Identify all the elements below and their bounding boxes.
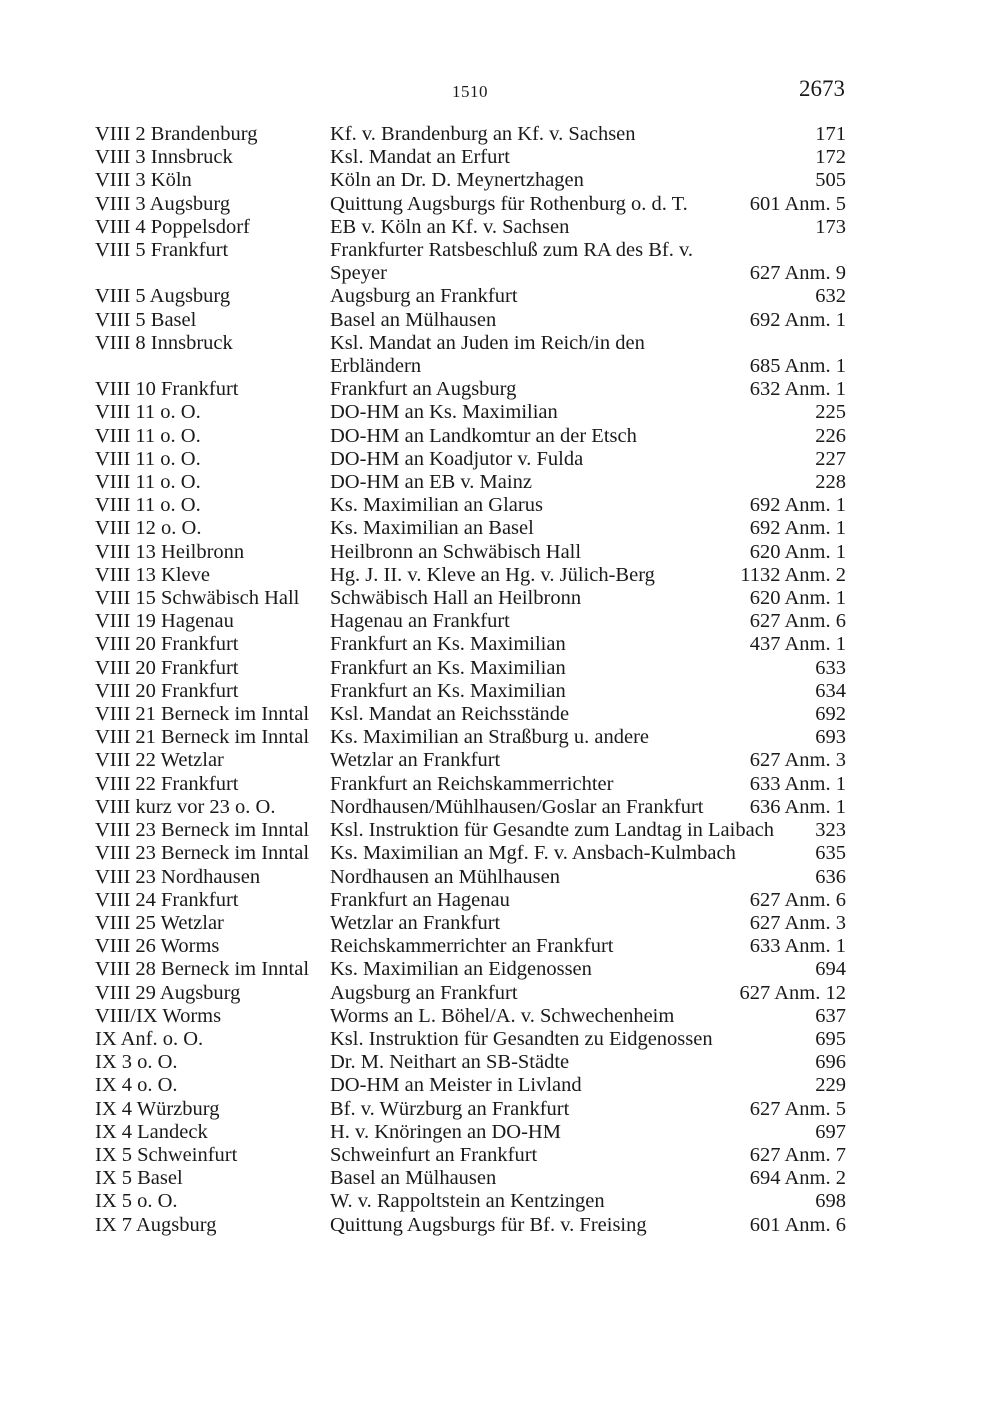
entry-description-line: DO-HM an Ks. Maximilian (330, 401, 558, 424)
entry-date-place: IX 5 Schweinfurt (95, 1143, 238, 1166)
list-item (95, 1098, 846, 1121)
list-item (95, 1005, 846, 1028)
entry-date-place: VIII 25 Wetzlar (95, 911, 224, 934)
entry-description-line: DO-HM an Landkomtur an der Etsch (330, 424, 637, 447)
list-item (95, 239, 846, 285)
entry-description-line: Ks. Maximilian an Mgf. F. v. Ansbach-Kulmbach (330, 842, 736, 865)
entry-description-line: Worms an L. Böhel/A. v. Schwechenheim (330, 1004, 675, 1027)
entry-description (330, 680, 811, 703)
entry-description-line: Frankfurt an Reichskammerrichter (330, 772, 614, 795)
list-item (95, 1051, 846, 1074)
entry-description (330, 425, 811, 448)
entry-description (330, 1167, 746, 1190)
entry-description-line: Augsburg an Frankfurt (330, 981, 518, 1004)
entry-date-place: VIII 5 Frankfurt (95, 239, 229, 262)
entry-description (330, 564, 736, 587)
list-item (95, 1167, 846, 1190)
list-item (95, 494, 846, 517)
entry-reference-number: 323 (815, 819, 846, 842)
entry-description-line: Frankfurter Ratsbeschluß zum RA des Bf. v. (330, 239, 694, 262)
entry-description (330, 378, 746, 401)
list-item (95, 749, 846, 772)
entry-description-line: Ksl. Mandat an Reichsstände (330, 703, 570, 726)
entry-reference-number: 692 (815, 703, 846, 726)
entry-description (330, 842, 811, 865)
entry-reference-number: 627 Anm. 9 (749, 262, 846, 285)
list-item (95, 610, 846, 633)
entry-date-place: VIII 19 Hagenau (95, 610, 234, 633)
entry-date-place: VIII 8 Innsbruck (95, 331, 233, 354)
list-item (95, 935, 846, 958)
list-item (95, 169, 846, 192)
entry-description-line: DO-HM an Koadjutor v. Fulda (330, 447, 584, 470)
list-item (95, 982, 846, 1005)
entry-date-place: VIII 28 Berneck im Inntal (95, 958, 310, 981)
entry-date-place: IX Anf. o. O. (95, 1027, 204, 1050)
entry-description (330, 610, 746, 633)
entry-description-line: Wetzlar an Frankfurt (330, 911, 501, 934)
entry-description (330, 633, 746, 656)
entry-reference-number: 632 Anm. 1 (749, 378, 846, 401)
list-item (95, 773, 846, 796)
entry-description (330, 866, 811, 889)
entry-description (330, 726, 811, 749)
entry-date-place: VIII 11 o. O. (95, 447, 201, 470)
entry-description-line: Frankfurt an Ks. Maximilian (330, 656, 566, 679)
entry-reference-number: 637 (815, 1004, 846, 1027)
chronology-list (95, 123, 846, 1237)
entry-description-line: Frankfurt an Ks. Maximilian (330, 633, 566, 656)
entry-description (330, 169, 811, 192)
entry-date-place: VIII 20 Frankfurt (95, 633, 239, 656)
entry-reference-number: 173 (815, 215, 846, 238)
entry-description-line: W. v. Rappoltstein an Kentzingen (330, 1190, 605, 1213)
list-item (95, 332, 846, 378)
entry-reference-number: 697 (815, 1120, 846, 1143)
entry-reference-number: 698 (815, 1190, 846, 1213)
list-item (95, 216, 846, 239)
entry-description (330, 982, 736, 1005)
entry-date-place: IX 4 Würzburg (95, 1097, 220, 1120)
entry-description (330, 448, 811, 471)
entry-date-place: VIII 4 Poppelsdorf (95, 215, 250, 238)
entry-description (330, 958, 811, 981)
list-item (95, 633, 846, 656)
list-item (95, 842, 846, 865)
entry-reference-number: 693 (815, 726, 846, 749)
entry-description-line: Heilbronn an Schwäbisch Hall (330, 540, 582, 563)
entry-description-line: Wetzlar an Frankfurt (330, 749, 501, 772)
entry-date-place: VIII 12 o. O. (95, 517, 202, 540)
entry-description (330, 1190, 811, 1213)
entry-description (330, 819, 811, 842)
entry-reference-number: 635 (815, 842, 846, 865)
entry-description-line: Frankfurt an Ks. Maximilian (330, 679, 566, 702)
entry-description (330, 657, 811, 680)
entry-reference-number: 685 Anm. 1 (749, 355, 846, 378)
entry-reference-number: 627 Anm. 7 (749, 1143, 846, 1166)
entry-description-line: Ks. Maximilian an Basel (330, 517, 534, 540)
list-item (95, 425, 846, 448)
entry-reference-number: 172 (815, 146, 846, 169)
entry-description-line: Ksl. Mandat an Juden im Reich/in den (330, 331, 645, 354)
entry-description (330, 912, 746, 935)
entry-description (330, 123, 811, 146)
entry-date-place: VIII 20 Frankfurt (95, 656, 239, 679)
entry-description (330, 517, 746, 540)
entry-description (330, 889, 746, 912)
entry-description (330, 401, 811, 424)
entry-reference-number: 695 (815, 1027, 846, 1050)
entry-description-line: EB v. Köln an Kf. v. Sachsen (330, 215, 570, 238)
entry-date-place: VIII/IX Worms (95, 1004, 222, 1027)
entry-description (330, 1051, 811, 1074)
list-item (95, 401, 846, 424)
entry-description-line: Ks. Maximilian an Glarus (330, 494, 543, 517)
list-item (95, 1144, 846, 1167)
list-item (95, 309, 846, 332)
entry-date-place: VIII 20 Frankfurt (95, 679, 239, 702)
entry-description-line: Ksl. Mandat an Erfurt (330, 146, 510, 169)
list-item (95, 587, 846, 610)
entry-reference-number: 601 Anm. 5 (749, 192, 846, 215)
list-item (95, 378, 846, 401)
entry-date-place: VIII 22 Wetzlar (95, 749, 224, 772)
entry-date-place: VIII 3 Augsburg (95, 192, 231, 215)
entry-description-line: Basel an Mülhausen (330, 308, 497, 331)
entry-description (330, 494, 746, 517)
entry-date-place: VIII kurz vor 23 o. O. (95, 795, 276, 818)
list-item (95, 912, 846, 935)
entry-description (330, 285, 811, 308)
entry-date-place: VIII 5 Augsburg (95, 285, 231, 308)
entry-description-line: Nordhausen/Mühlhausen/Goslar an Frankfurt (330, 795, 704, 818)
entry-date-place: VIII 13 Heilbronn (95, 540, 245, 563)
entry-reference-number: 692 Anm. 1 (749, 308, 846, 331)
entry-description (330, 1098, 746, 1121)
entry-reference-number: 437 Anm. 1 (749, 633, 846, 656)
entry-date-place: VIII 26 Worms (95, 935, 220, 958)
entry-reference-number: 620 Anm. 1 (749, 540, 846, 563)
entry-reference-number: 694 Anm. 2 (749, 1167, 846, 1190)
entry-description (330, 749, 746, 772)
entry-description-line: DO-HM an EB v. Mainz (330, 471, 532, 494)
entry-date-place: VIII 2 Brandenburg (95, 123, 258, 145)
entry-reference-number: 632 (815, 285, 846, 308)
entry-description-line: H. v. Knöringen an DO-HM (330, 1120, 561, 1143)
entry-reference-number: 627 Anm. 12 (739, 981, 846, 1004)
entry-description-line: Schweinfurt an Frankfurt (330, 1143, 538, 1166)
entry-date-place: VIII 5 Basel (95, 308, 197, 331)
entry-date-place: VIII 13 Kleve (95, 563, 210, 586)
list-item (95, 285, 846, 308)
entry-date-place: VIII 3 Innsbruck (95, 146, 233, 169)
entry-description (330, 703, 811, 726)
entry-reference-number: 601 Anm. 6 (749, 1213, 846, 1236)
entry-description (330, 332, 746, 378)
list-item (95, 796, 846, 819)
entry-description-line: Hagenau an Frankfurt (330, 610, 510, 633)
entry-date-place: IX 7 Augsburg (95, 1213, 217, 1236)
entry-date-place: VIII 23 Nordhausen (95, 865, 261, 888)
entry-reference-number: 627 Anm. 3 (749, 749, 846, 772)
entry-reference-number: 1132 Anm. 2 (740, 563, 846, 586)
entry-reference-number: 627 Anm. 5 (749, 1097, 846, 1120)
entry-reference-number: 627 Anm. 6 (749, 888, 846, 911)
entry-description-line: Ksl. Instruktion für Gesandten zu Eidgenossen (330, 1027, 713, 1050)
entry-date-place: IX 4 o. O. (95, 1074, 178, 1097)
entry-description (330, 1214, 746, 1237)
entry-date-place: IX 3 o. O. (95, 1051, 178, 1074)
entry-date-place: VIII 11 o. O. (95, 494, 201, 517)
list-item (95, 958, 846, 981)
entry-description-line: Erbländern (330, 355, 422, 378)
entry-date-place: VIII 21 Berneck im Inntal (95, 703, 310, 726)
entry-description-line: Basel an Mülhausen (330, 1167, 497, 1190)
entry-description (330, 216, 811, 239)
entry-description-line: Frankfurt an Augsburg (330, 378, 517, 401)
entry-date-place: VIII 21 Berneck im Inntal (95, 726, 310, 749)
list-item (95, 866, 846, 889)
entry-date-place: VIII 11 o. O. (95, 424, 201, 447)
list-item (95, 1028, 846, 1051)
list-item (95, 1121, 846, 1144)
entry-date-place: VIII 11 o. O. (95, 401, 201, 424)
entry-reference-number: 627 Anm. 3 (749, 911, 846, 934)
entry-description (330, 471, 811, 494)
entry-description-line: Quittung Augsburgs für Bf. v. Freising (330, 1213, 647, 1236)
entry-description-line: Speyer (330, 262, 387, 285)
entry-description-line: Ks. Maximilian an Eidgenossen (330, 958, 592, 981)
entry-description-line: Kf. v. Brandenburg an Kf. v. Sachsen (330, 123, 636, 145)
entry-description-line: Ks. Maximilian an Straßburg u. andere (330, 726, 650, 749)
entry-reference-number: 694 (815, 958, 846, 981)
entry-description (330, 1005, 811, 1028)
entry-date-place: VIII 11 o. O. (95, 471, 201, 494)
entry-description-line: Augsburg an Frankfurt (330, 285, 518, 308)
entry-reference-number: 228 (815, 471, 846, 494)
entry-description-line: Ksl. Instruktion für Gesandte zum Landtag in Laibach (330, 819, 775, 842)
entry-description-line: Bf. v. Würzburg an Frankfurt (330, 1097, 570, 1120)
entry-description-line: Frankfurt an Hagenau (330, 888, 510, 911)
list-item (95, 657, 846, 680)
list-item (95, 703, 846, 726)
entry-reference-number: 636 (815, 865, 846, 888)
entry-reference-number: 692 Anm. 1 (749, 517, 846, 540)
entry-date-place: VIII 24 Frankfurt (95, 888, 239, 911)
list-item (95, 1214, 846, 1237)
entry-reference-number: 226 (815, 424, 846, 447)
entry-reference-number: 634 (815, 679, 846, 702)
entry-reference-number: 171 (815, 123, 846, 145)
entry-description-line: Schwäbisch Hall an Heilbronn (330, 587, 582, 610)
entry-description (330, 239, 746, 285)
entry-reference-number: 620 Anm. 1 (749, 587, 846, 610)
list-item (95, 193, 846, 216)
entry-reference-number: 627 Anm. 6 (749, 610, 846, 633)
list-item (95, 1190, 846, 1213)
entry-reference-number: 505 (815, 169, 846, 192)
entry-reference-number: 633 Anm. 1 (749, 935, 846, 958)
entry-reference-number: 692 Anm. 1 (749, 494, 846, 517)
entry-description (330, 1074, 811, 1097)
list-item (95, 819, 846, 842)
entry-description (330, 541, 746, 564)
entry-description (330, 309, 746, 332)
entry-description (330, 193, 746, 216)
entry-description (330, 935, 746, 958)
entry-date-place: VIII 23 Berneck im Inntal (95, 819, 310, 842)
entry-date-place: VIII 29 Augsburg (95, 981, 241, 1004)
entry-date-place: IX 4 Landeck (95, 1120, 208, 1143)
list-item (95, 889, 846, 912)
list-item (95, 726, 846, 749)
list-item (95, 680, 846, 703)
entry-date-place: IX 5 Basel (95, 1167, 183, 1190)
entry-reference-number: 225 (815, 401, 846, 424)
entry-description-line: Nordhausen an Mühlhausen (330, 865, 561, 888)
entry-description-line: Köln an Dr. D. Meynertzhagen (330, 169, 584, 192)
entry-date-place: VIII 10 Frankfurt (95, 378, 239, 401)
list-item (95, 564, 846, 587)
entry-reference-number: 636 Anm. 1 (749, 795, 846, 818)
running-header-year: 1510 (452, 82, 488, 101)
entry-description (330, 796, 746, 819)
list-item (95, 1074, 846, 1097)
entry-reference-number: 229 (815, 1074, 846, 1097)
entry-description-line: Quittung Augsburgs für Rothenburg o. d. T. (330, 192, 688, 215)
list-item (95, 146, 846, 169)
list-item (95, 517, 846, 540)
list-item (95, 448, 846, 471)
entry-description (330, 1121, 811, 1144)
entry-reference-number: 633 Anm. 1 (749, 772, 846, 795)
entry-description-line: DO-HM an Meister in Livland (330, 1074, 582, 1097)
list-item (95, 123, 846, 146)
entry-description (330, 587, 746, 610)
entry-description-line: Dr. M. Neithart an SB-Städte (330, 1051, 570, 1074)
entry-description (330, 146, 811, 169)
list-item (95, 541, 846, 564)
entry-description-line: Reichskammerrichter an Frankfurt (330, 935, 614, 958)
entry-date-place: VIII 3 Köln (95, 169, 192, 192)
entry-description (330, 773, 746, 796)
entry-date-place: VIII 15 Schwäbisch Hall (95, 587, 300, 610)
entry-date-place: VIII 22 Frankfurt (95, 772, 239, 795)
entry-description (330, 1144, 746, 1167)
page-number: 2673 (799, 76, 845, 101)
entry-reference-number: 227 (815, 447, 846, 470)
entry-description (330, 1028, 811, 1051)
entry-date-place: IX 5 o. O. (95, 1190, 178, 1213)
list-item (95, 471, 846, 494)
entry-date-place: VIII 23 Berneck im Inntal (95, 842, 310, 865)
entry-reference-number: 633 (815, 656, 846, 679)
entry-description-line: Hg. J. II. v. Kleve an Hg. v. Jülich-Berg (330, 563, 655, 586)
entry-reference-number: 696 (815, 1051, 846, 1074)
